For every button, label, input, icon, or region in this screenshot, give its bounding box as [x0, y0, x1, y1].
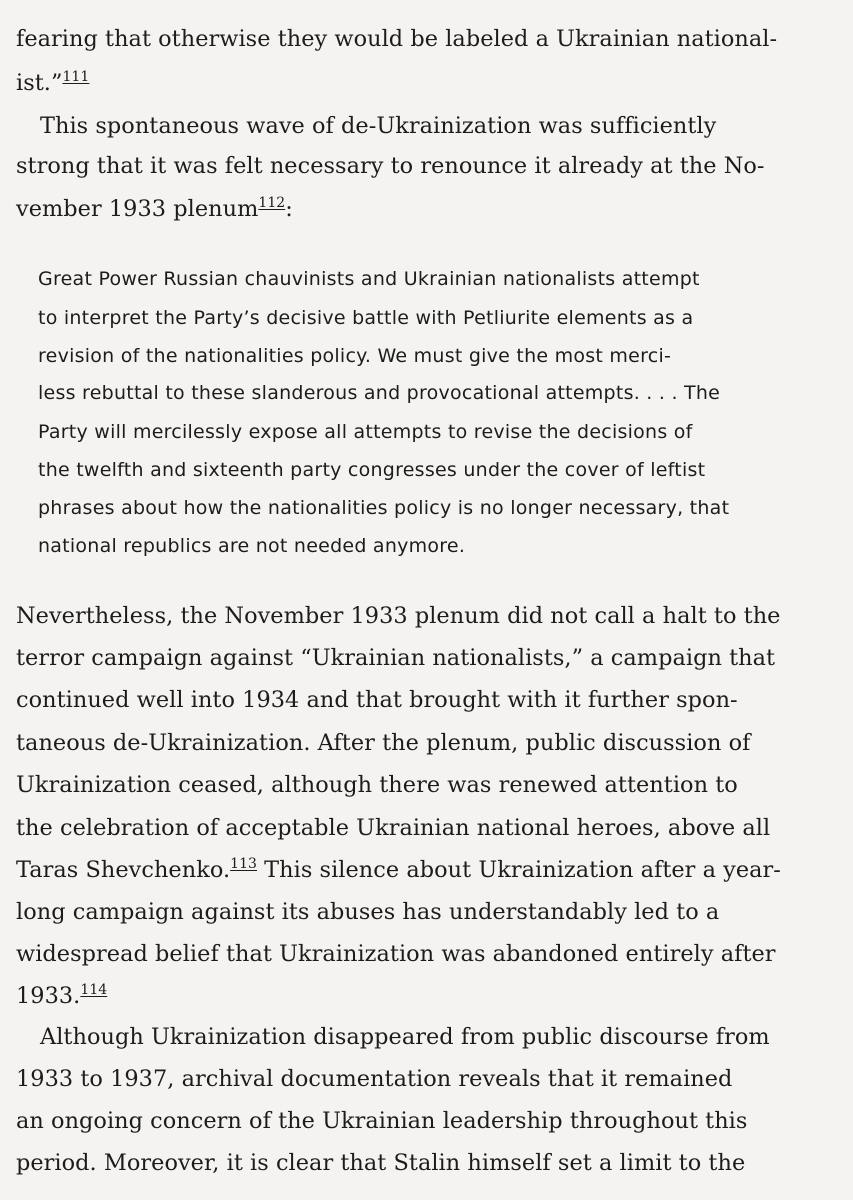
footnote-link-114[interactable]: 114	[80, 982, 108, 998]
body-text-line	[16, 982, 108, 1009]
body-text-line: Although Ukrainization disappeared from public discourse from	[40, 1024, 770, 1050]
quote-line: to interpret the Party’s decisive battle with Petliurite elements as a	[38, 307, 694, 329]
body-text-segment: ist.”	[16, 70, 63, 96]
body-text-line: Nevertheless, the November 1933 plenum did not call a halt to the	[16, 603, 781, 629]
quote-line: less rebuttal to these slanderous and provocational attempts. . . . The	[38, 382, 721, 404]
body-text-segment: 1933.	[16, 983, 81, 1009]
body-text-line: widespread belief that Ukrainization was abandoned entirely after	[16, 941, 776, 967]
body-text-segment: Taras Shevchenko.	[16, 857, 231, 883]
quote-line: the twelfth and sixteenth party congresses under the cover of leftist	[38, 459, 706, 481]
body-text-line: This spontaneous wave of de-Ukrainization was sufficiently	[40, 113, 717, 139]
body-text-line: period. Moreover, it is clear that Stalin himself set a limit to the	[16, 1150, 746, 1176]
body-text-line: the celebration of acceptable Ukrainian national heroes, above all	[16, 815, 771, 841]
body-text-line: continued well into 1934 and that brought with it further spon-	[16, 687, 738, 713]
footnote-link-113[interactable]: 113	[230, 856, 257, 872]
body-text-segment: :	[285, 196, 293, 222]
footnote-link-112[interactable]: 112	[258, 195, 286, 211]
body-text-line: an ongoing concern of the Ukrainian leadership throughout this	[16, 1108, 748, 1134]
quote-line: national republics are not needed anymore.	[38, 535, 466, 557]
quote-line: Great Power Russian chauvinists and Ukrainian nationalists attempt	[38, 268, 700, 290]
body-text-line	[16, 195, 293, 222]
quote-line: revision of the nationalities policy. We must give the most merci-	[38, 345, 672, 367]
footnote-link-111[interactable]: 111	[62, 69, 90, 85]
body-text-line: strong that it was felt necessary to renounce it already at the No-	[16, 153, 765, 179]
body-text-line	[16, 856, 781, 883]
body-text-line: terror campaign against “Ukrainian nationalists,” a campaign that	[16, 645, 776, 671]
body-text-segment: This silence about Ukrainization after a year-	[257, 857, 781, 883]
body-text-line: fearing that otherwise they would be labeled a Ukrainian national-	[16, 26, 778, 52]
body-text-line: taneous de-Ukrainization. After the plenum, public discussion of	[16, 730, 751, 756]
body-text-line: 1933 to 1937, archival documentation reveals that it remained	[16, 1066, 733, 1092]
body-text-line	[16, 69, 90, 96]
body-text-line: Ukrainization ceased, although there was renewed attention to	[16, 772, 738, 798]
body-text-line: long campaign against its abuses has understandably led to a	[16, 899, 720, 925]
body-text-segment: vember 1933 plenum	[16, 196, 259, 222]
quote-line: Party will mercilessly expose all attempts to revise the decisions of	[38, 421, 693, 443]
quote-line: phrases about how the nationalities policy is no longer necessary, that	[38, 497, 730, 519]
